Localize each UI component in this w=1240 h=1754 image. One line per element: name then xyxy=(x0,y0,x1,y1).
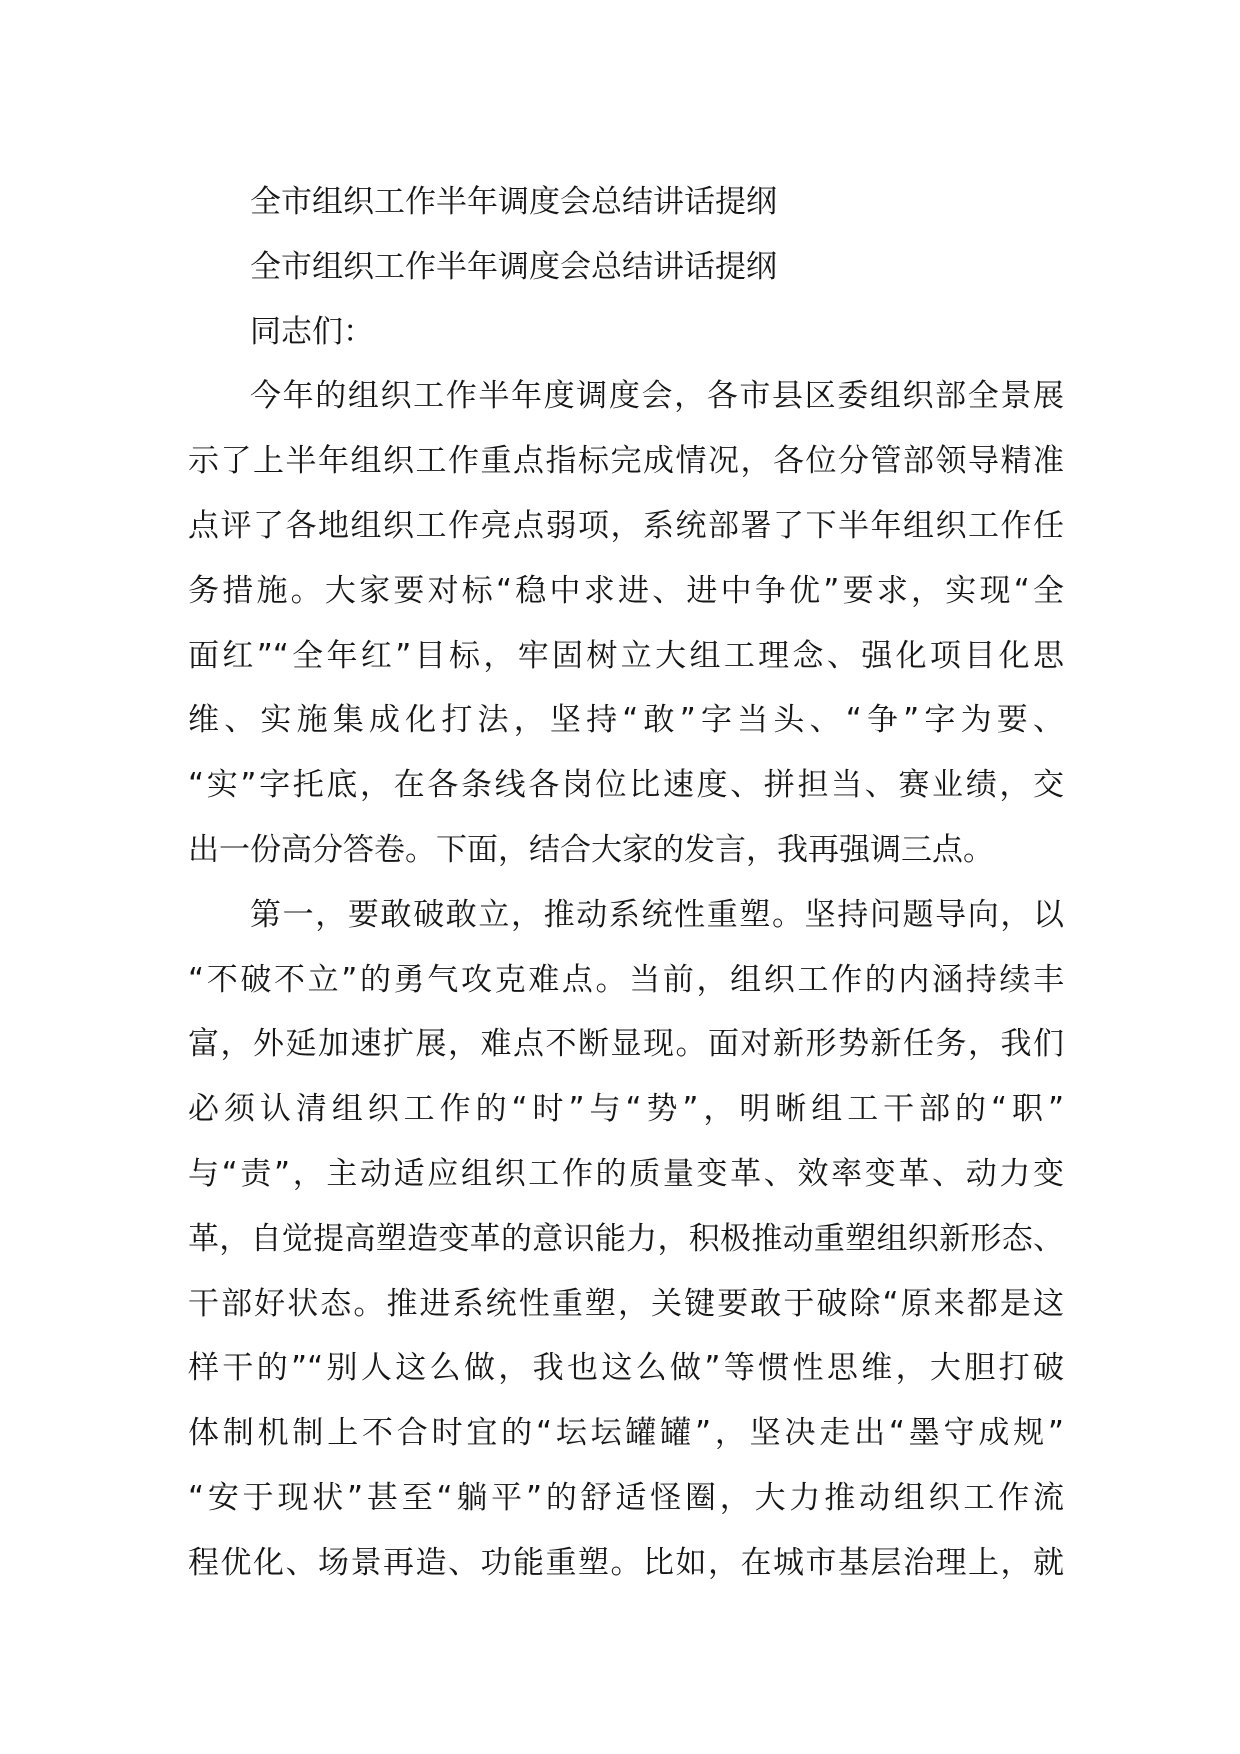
greeting: 同志们： xyxy=(250,313,374,350)
paragraph-line: 第一，要敢破敢立，推动系统性重塑。坚持问题导向，以 xyxy=(250,896,1064,933)
paragraph-line: 今年的组织工作半年度调度会，各市县区委组织部全景展 xyxy=(250,378,1064,415)
paragraph-line: 干部好状态。推进系统性重塑，关键要敢于破除“原来都是这 xyxy=(188,1285,1064,1322)
document-title-repeat: 全市组织工作半年调度会总结讲话提纲 xyxy=(250,248,777,285)
paragraph-line: “实”字托底，在各条线各岗位比速度、拼担当、赛业绩，交 xyxy=(188,767,1064,804)
paragraph-line: 维、实施集成化打法，坚持“敢”字当头、“争”字为要、 xyxy=(188,702,1064,739)
paragraph-line: 与“责”，主动适应组织工作的质量变革、效率变革、动力变 xyxy=(188,1155,1064,1192)
paragraph-line: 面红”“全年红”目标，牢固树立大组工理念、强化项目化思 xyxy=(188,637,1064,674)
paragraph-1 xyxy=(188,364,1064,882)
document-title: 全市组织工作半年调度会总结讲话提纲 xyxy=(250,184,777,220)
paragraph-line: 必须认清组织工作的“时”与“势”，明晰组工干部的“职” xyxy=(188,1091,1064,1128)
paragraph-line: “不破不立”的勇气攻克难点。当前，组织工作的内涵持续丰 xyxy=(188,961,1064,998)
paragraph-line: 程优化、场景再造、功能重塑。比如，在城市基层治理上，就 xyxy=(188,1544,1064,1581)
paragraph-line: 富，外延加速扩展，难点不断显现。面对新形势新任务，我们 xyxy=(188,1026,1064,1063)
paragraph-line: 革，自觉提高塑造变革的意识能力，积极推动重塑组织新形态、 xyxy=(188,1220,1064,1257)
paragraph-2 xyxy=(188,883,1064,1596)
document-body xyxy=(188,170,1064,1596)
paragraph-line: 点评了各地组织工作亮点弱项，系统部署了下半年组织工作任 xyxy=(188,507,1064,544)
paragraph-line: 务措施。大家要对标“稳中求进、进中争优”要求，实现“全 xyxy=(188,572,1064,609)
paragraph-line: “安于现状”甚至“躺平”的舒适怪圈，大力推动组织工作流 xyxy=(188,1479,1064,1516)
paragraph-line: 示了上半年组织工作重点指标完成情况，各位分管部领导精准 xyxy=(188,443,1064,480)
paragraph-line: 样干的”“别人这么做，我也这么做”等惯性思维，大胆打破 xyxy=(188,1350,1064,1387)
paragraph-line: 体制机制上不合时宜的“坛坛罐罐”，坚决走出“墨守成规” xyxy=(188,1415,1064,1452)
paragraph-line: 出一份高分答卷。下面，结合大家的发言，我再强调三点。 xyxy=(188,831,994,868)
